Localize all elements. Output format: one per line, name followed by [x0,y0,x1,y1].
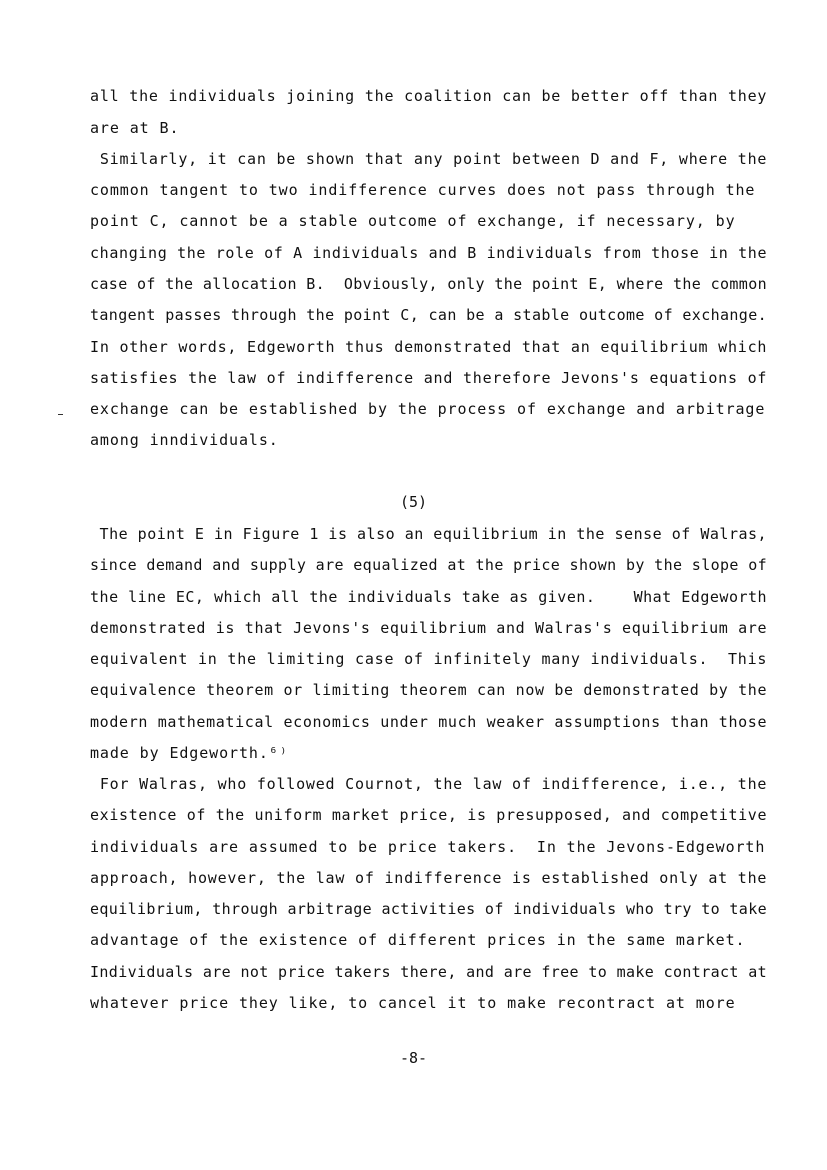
text-line: approach, however, the law of indifference is established only at the [90,869,768,887]
text-line: advantage of the existence of different prices in the same market. [90,931,746,949]
text-line: the line EC, which all the individuals take as given. What Edgeworth [90,588,768,606]
text-line: case of the allocation B. Obviously, only the point E, where the common [90,275,768,293]
text-line: equivalent in the limiting case of infinitely many individuals. This [90,650,768,668]
section-heading: (5) [399,493,428,511]
text-line: modern mathematical economics under much weaker assumptions than those [90,713,768,731]
margin-tick-mark [58,414,63,415]
text-line: existence of the uniform market price, is presupposed, and competitive [90,806,768,824]
text-line: Individuals are not price takers there, and are free to make contract at [90,963,768,981]
text-line: common tangent to two indifference curves does not pass through the [90,181,756,199]
text-line: individuals are assumed to be price takers. In the Jevons-Edgeworth [90,838,766,856]
text-line: point C, cannot be a stable outcome of exchange, if necessary, by [90,212,736,230]
text-line: The point E in Figure 1 is also an equilibrium in the sense of Walras, [90,525,768,543]
text-line: since demand and supply are equalized at the price shown by the slope of [90,556,768,574]
text-line: equivalence theorem or limiting theorem can now be demonstrated by the [90,681,768,699]
text-line: whatever price they like, to cancel it to make recontract at more [90,994,736,1012]
text-line: made by Edgeworth.⁶⁾ [90,744,289,762]
text-line: exchange can be established by the process of exchange and arbitrage [90,400,766,418]
text-line: all the individuals joining the coalition can be better off than they [90,87,768,105]
text-line: tangent passes through the point C, can be a stable outcome of exchange. [90,306,768,324]
text-line: among inndividuals. [90,431,279,449]
text-line: are at B. [90,119,180,137]
text-line: equilibrium, through arbitrage activities of individuals who try to take [90,900,768,918]
text-line: In other words, Edgeworth thus demonstrated that an equilibrium which [90,338,768,356]
page-number: -8- [399,1049,428,1067]
text-line: satisfies the law of indifference and therefore Jevons's equations of [90,369,768,387]
text-line: Similarly, it can be shown that any point between D and F, where the [90,150,768,168]
text-line: changing the role of A individuals and B individuals from those in the [90,244,768,262]
text-line: For Walras, who followed Cournot, the law of indifference, i.e., the [90,775,768,793]
text-line: demonstrated is that Jevons's equilibrium and Walras's equilibrium are [90,619,768,637]
